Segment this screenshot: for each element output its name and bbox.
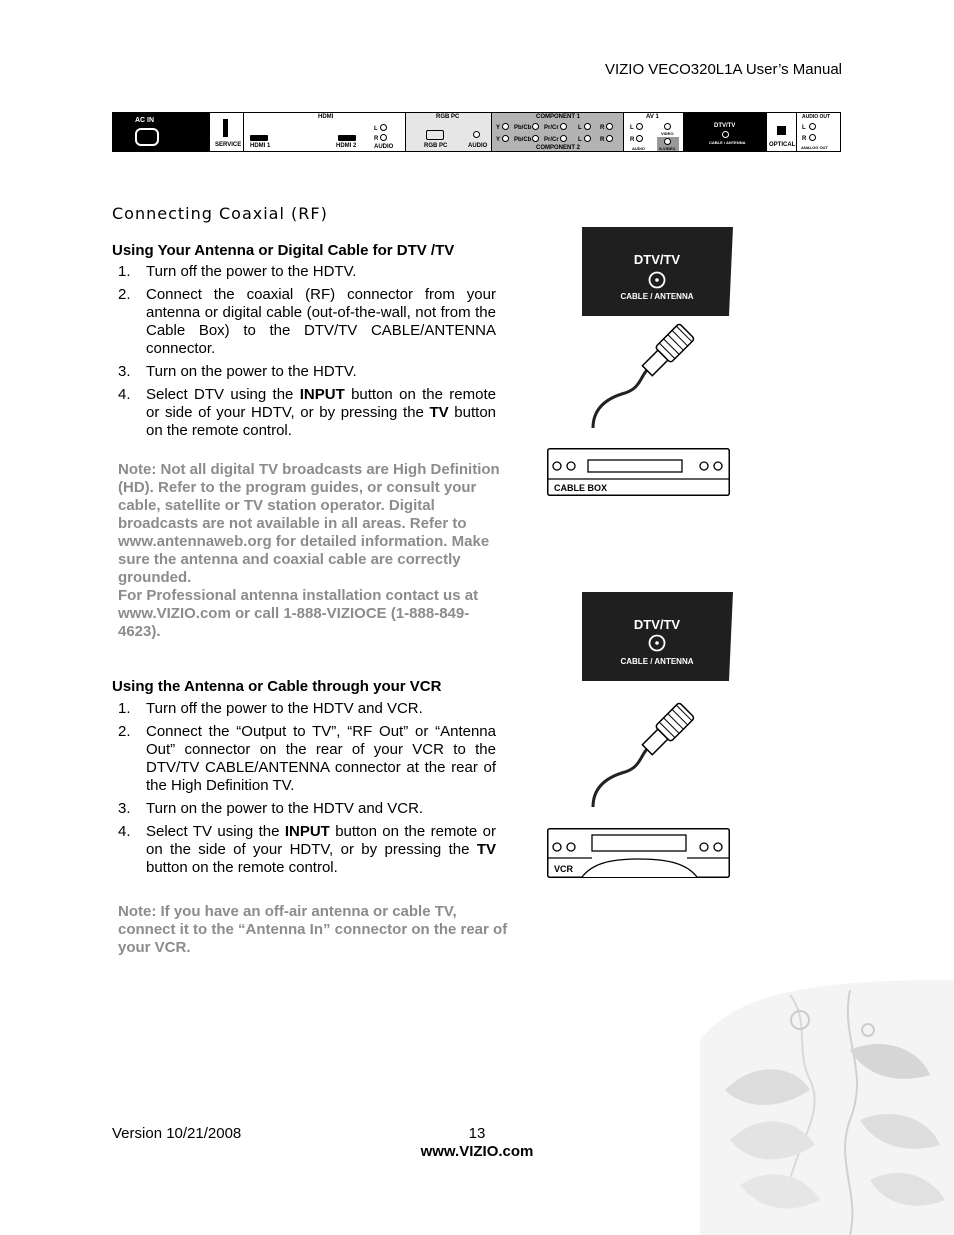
panel-cable-antenna-label: CABLE / ANTENNA: [709, 140, 746, 145]
footer-website: www.VIZIO.com: [420, 1143, 534, 1160]
comp2-l-label: L: [578, 137, 582, 143]
coax-cable-wire: [593, 370, 647, 428]
comp1-pb-port-icon: [532, 123, 539, 130]
list-item: 4. Select TV using the INPUT button on the remote or on the side of your HDTV, or by pressing the TV button on the remote control.: [118, 823, 496, 876]
panel-dtv-label: DTV/TV: [714, 123, 736, 129]
rgb-pc-port-label: RGB PC: [424, 143, 448, 149]
part2-steps: [112, 700, 496, 882]
s-video-label: S-VIDEO: [659, 146, 676, 151]
cable-box-display: [588, 460, 682, 472]
rgb-pc-section: [406, 113, 492, 151]
hdmi-audio-r-port-icon: [380, 134, 387, 141]
comp2-pb-port-icon: [532, 135, 539, 142]
hdmi-audio-l-label: L: [374, 126, 378, 132]
dtv-label: DTV/TV: [633, 617, 681, 632]
av1-audio-label: AUDIO: [632, 146, 645, 151]
optical-section: [767, 113, 797, 151]
hdmi-label: HDMI: [318, 114, 334, 120]
list-item: 4. Select DTV using the INPUT button on the remote or side of your HDTV, or by pressing the TV button on the remote control.: [118, 386, 496, 439]
ac-in-label: AC IN: [135, 117, 155, 124]
comp2-r-label: R: [600, 137, 605, 143]
hdmi-section: [244, 113, 406, 151]
rgb-audio-label: AUDIO: [468, 143, 488, 149]
vga-port-icon: [426, 130, 444, 140]
rear-panel-diagram: [112, 112, 841, 152]
list-item: 3. Turn on the power to the HDTV.: [118, 363, 357, 380]
dtv-panel-shape: [582, 227, 733, 316]
av1-r-port-icon: [636, 135, 643, 142]
av1-r-label: R: [630, 137, 635, 143]
note-paragraph: Note: Not all digital TV broadcasts are High Definition (HD). Refer to the program guides, or consult your cable, satellite or TV station operator. Digital broadcasts are not available in all areas. Refer to www.antennaweb.org for detailed information. Make sure the antenna and coaxial cable are correctly grounded.: [118, 461, 500, 586]
av1-l-label: L: [630, 125, 634, 131]
coax-port-center: [655, 641, 659, 645]
comp1-pb-label: Pb/Cb: [514, 125, 532, 131]
part2-heading: Using the Antenna or Cable through your VCR: [112, 678, 442, 695]
comp1-l-label: L: [578, 125, 582, 131]
av1-section: [624, 113, 684, 151]
rgb-pc-label: RGB PC: [436, 114, 460, 120]
coax-port-center: [655, 278, 659, 282]
footer-version: Version 10/21/2008: [112, 1125, 242, 1142]
optical-port-icon: [777, 126, 786, 135]
comp2-y-label: Y: [496, 137, 501, 143]
comp2-pr-label: Pr/Cr: [544, 137, 559, 143]
coax-cable-icon: [585, 697, 715, 812]
service-port-icon: [223, 119, 228, 137]
comp1-y-label: Y: [496, 125, 501, 131]
cable-antenna-label: CABLE / ANTENNA: [620, 657, 694, 666]
coax-cable-icon: [585, 318, 715, 433]
vcr-display: [592, 835, 686, 851]
hdmi2-port-icon: [338, 135, 356, 141]
power-socket-icon: [135, 128, 159, 146]
page-number: 13: [468, 1125, 486, 1142]
cable-antenna-label: CABLE / ANTENNA: [620, 292, 694, 301]
service-section: [210, 113, 244, 151]
comp2-pb-label: Pb/Cb: [514, 137, 532, 143]
comp2-pr-port-icon: [560, 135, 567, 142]
cable-box-label: CABLE BOX: [554, 483, 608, 493]
comp2-r-port-icon: [606, 135, 613, 142]
comp1-r-port-icon: [606, 123, 613, 130]
comp1-r-label: R: [600, 125, 605, 131]
av1-label: AV 1: [646, 114, 659, 120]
audio-out-r-port-icon: [809, 134, 816, 141]
hdmi-audio-r-label: R: [374, 136, 379, 142]
list-item: 1. Turn off the power to the HDTV and VCR.: [118, 700, 423, 717]
note-paragraph: Note: If you have an off-air antenna or cable TV, connect it to the “Antenna In” connector on the rear of your VCR.: [118, 903, 508, 956]
service-label: SERVICE: [215, 142, 242, 148]
comp1-l-port-icon: [584, 123, 591, 130]
dtv-connector-illustration-2: [582, 592, 733, 681]
vcr-label: VCR: [554, 864, 574, 874]
note-paragraph: For Professional antenna installation contact us at www.VIZIO.com or call 1-888-VIZIOCE (1-888-849-4623).: [118, 587, 479, 640]
audio-out-label: AUDIO OUT: [802, 114, 831, 120]
optical-label: OPTICAL: [769, 142, 796, 148]
comp1-pr-label: Pr/Cr: [544, 125, 559, 131]
s-video-area: [657, 137, 679, 151]
floral-decoration: [700, 980, 954, 1235]
component-section: [492, 113, 624, 151]
coax-plug: [640, 323, 695, 378]
part1-note: [118, 461, 508, 641]
cable-box-illustration: [547, 448, 730, 496]
av1-l-port-icon: [636, 123, 643, 130]
section-title: Connecting Coaxial (RF): [112, 204, 328, 223]
list-item: 2. Connect the coaxial (RF) connector from your antenna or digital cable (out-of-the-wall, not from the Cable Box) to the DTV/TV CABLE/ANTENNA connector.: [118, 286, 496, 357]
dtv-label: DTV/TV: [633, 252, 681, 267]
comp2-l-port-icon: [584, 135, 591, 142]
component1-label: COMPONENT 1: [536, 114, 581, 120]
part2-note: [118, 903, 508, 957]
av1-video-label: VIDEO: [661, 131, 674, 136]
av1-video-port-icon: [664, 123, 671, 130]
audio-out-l-label: L: [802, 125, 806, 131]
component2-label: COMPONENT 2: [536, 145, 581, 151]
coax-cable-wire: [593, 749, 647, 807]
dtv-panel-shape: [582, 592, 733, 681]
ac-in-section: [113, 113, 210, 151]
analog-out-label: ANALOG OUT: [801, 145, 828, 150]
hdmi-audio-label: AUDIO: [374, 144, 394, 150]
dtv-connector-illustration-1: [582, 227, 733, 316]
list-item: 2. Connect the “Output to TV”, “RF Out” or “Antenna Out” connector on the rear of your VCR to the DTV/TV CABLE/ANTENNA connector at the rear of the High Definition TV.: [118, 723, 496, 794]
hdmi-audio-l-port-icon: [380, 124, 387, 131]
comp2-y-port-icon: [502, 135, 509, 142]
audio-out-l-port-icon: [809, 123, 816, 130]
list-item: 1. Turn off the power to the HDTV.: [118, 263, 357, 280]
audio-out-r-label: R: [802, 136, 807, 142]
hdmi2-label: HDMI 2: [336, 143, 357, 149]
hdmi1-label: HDMI 1: [250, 143, 271, 149]
coax-plug: [640, 702, 695, 757]
part1-steps: [112, 263, 496, 445]
header-title: VIZIO VECO320L1A User’s Manual: [604, 61, 842, 78]
list-item: 3. Turn on the power to the HDTV and VCR.: [118, 800, 424, 817]
comp1-pr-port-icon: [560, 123, 567, 130]
comp1-y-port-icon: [502, 123, 509, 130]
rgb-audio-port-icon: [473, 131, 480, 138]
vcr-illustration: [547, 828, 730, 878]
s-video-port-icon: [664, 138, 671, 145]
audio-out-section: [797, 113, 840, 151]
dtv-section: [684, 113, 767, 151]
panel-coax-port-icon: [722, 131, 729, 138]
hdmi1-port-icon: [250, 135, 268, 141]
part1-heading: Using Your Antenna or Digital Cable for DTV /TV: [112, 242, 455, 259]
